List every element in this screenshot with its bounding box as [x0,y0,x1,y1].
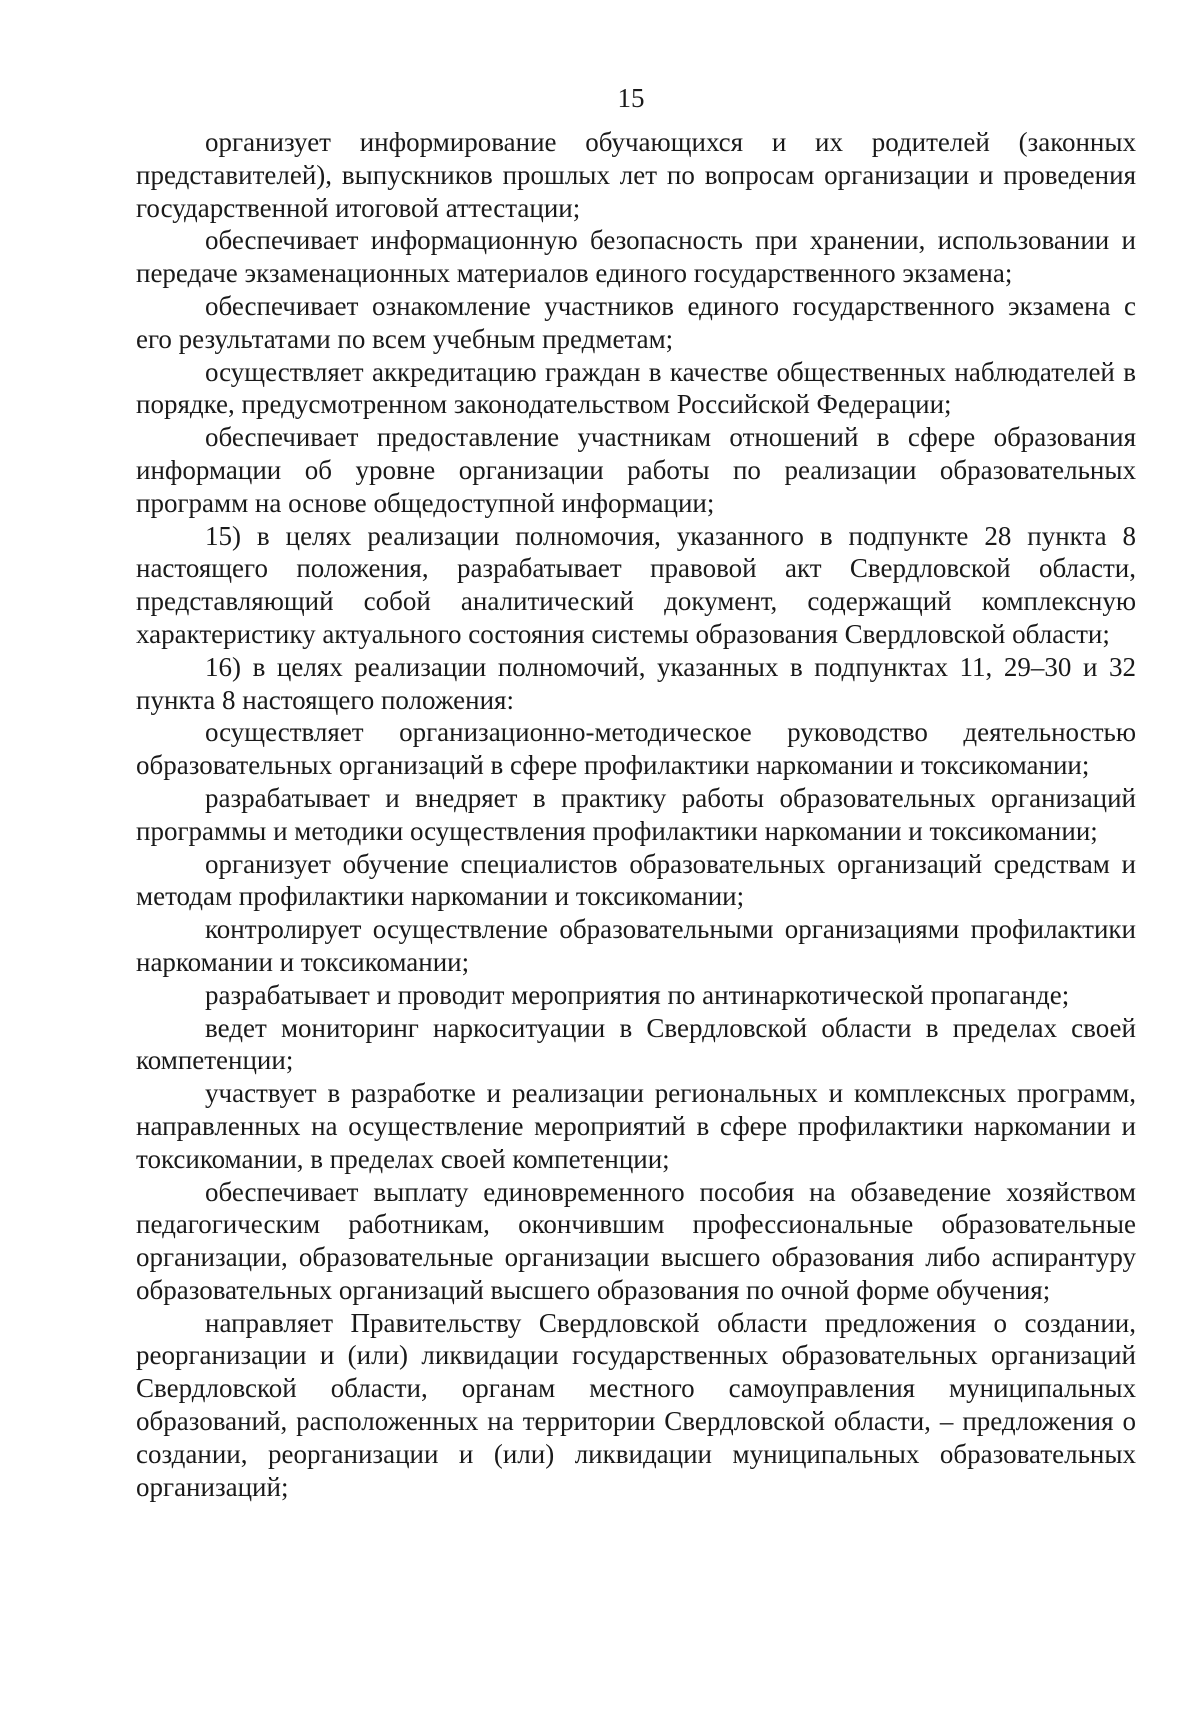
paragraph-one-time-allowance: обеспечивает выплату единовременного пособия на обзаведение хозяйством педагогическим работникам, окончившим профессиональные образовательные организации, образовательные организации высшего образования либо аспирантуру образовательных организаций высшего образования по очной форме обучения; [136,1176,1136,1305]
document-body [136,126,1136,1503]
paragraph-public-information: обеспечивает предоставление участникам отношений в сфере образования информации об уровне организации работы по реализации образовательных программ на основе общедоступной информации; [136,422,1136,518]
paragraph-prevention-control: контролирует осуществление образовательными организациями профилактики наркомании и токсикомании; [136,914,1136,977]
paragraph-inform-students: организует информирование обучающихся и их родителей (законных представителей), выпускников прошлых лет по вопросам организации и проведения государственной итоговой аттестации; [136,127,1136,223]
paragraph-regional-programs: участвует в разработке и реализации региональных и комплексных программ, направленных на осуществление мероприятий в сфере профилактики наркомании и токсикомании, в пределах своей компетенции; [136,1078,1136,1174]
paragraph-information-security: обеспечивает информационную безопасность при хранении, использовании и передаче экзаменационных материалов единого государственного экзамена; [136,225,1136,289]
paragraph-observer-accreditation: осуществляет аккредитацию граждан в качестве общественных наблюдателей в порядке, предусмотренном законодательством Российской Федерации; [136,356,1136,420]
paragraph-item-16: 16) в целях реализации полномочий, указанных в подпунктах 11, 29–30 и 32 пункта 8 настоящего положения: [136,651,1136,715]
paragraph-specialist-training: организует обучение специалистов образовательных организаций средствам и методам профилактики наркомании и токсикомании; [136,848,1136,912]
paragraph-methodical-guidance: осуществляет организационно-методическое руководство деятельностью образовательных организаций в сфере профилактики наркомании и токсикомании; [136,717,1136,781]
paragraph-anti-drug-events: разрабатывает и проводит мероприятия по антинаркотической пропаганде; [205,979,1070,1010]
paragraph-organization-proposals: направляет Правительству Свердловской области предложения о создании, реорганизации и (или) ликвидации государственных образовательных организаций Свердловской области, органам местного самоуправления муниципальных образований, расположенных на территории Свердловской области, – предложения о создании, реорганизации и (или) ликвидации муниципальных образовательных организаций; [136,1307,1136,1502]
paragraph-exam-results: обеспечивает ознакомление участников единого государственного экзамена с его результатами по всем учебным предметам; [136,290,1136,354]
paragraph-item-15: 15) в целях реализации полномочия, указанного в подпункте 28 пункта 8 настоящего положения, разрабатывает правовой акт Свердловской области, представляющий собой аналитический документ, содержащий комплексную характеристику актуального состояния системы образования Свердловской области; [136,520,1136,649]
paragraph-drug-monitoring: ведет мониторинг наркоситуации в Свердловской области в пределах своей компетенции; [136,1012,1136,1076]
page-number: 15 [617,83,645,113]
paragraph-prevention-programs: разрабатывает и внедряет в практику работы образовательных организаций программы и методики осуществления профилактики наркомании и токсикомании; [136,782,1136,846]
